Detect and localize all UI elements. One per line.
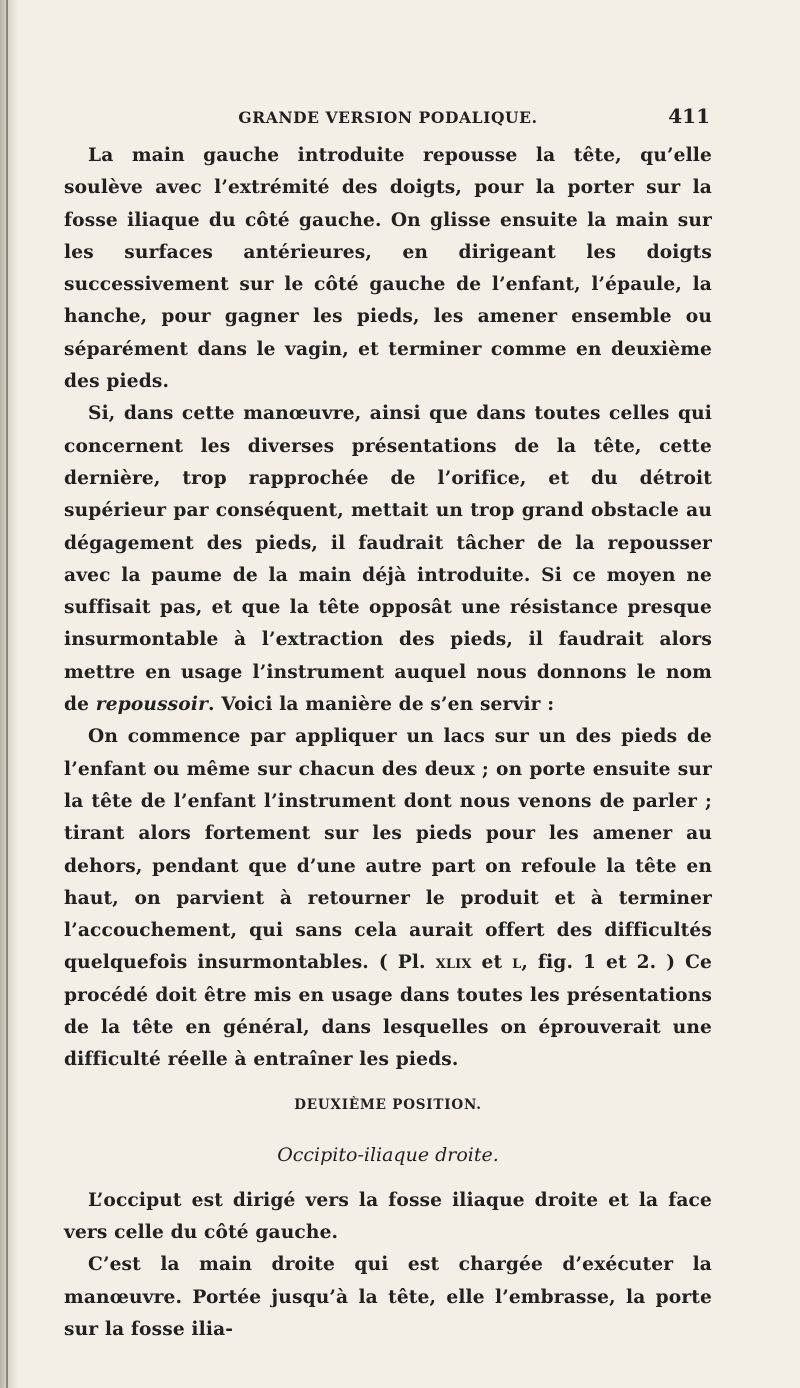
paragraph-3-text-a: On commence par appliquer un lacs sur un des pieds de l’enfant ou même sur chacun des deux ; on porte ensuite sur la tête de l’enfant l’instrument dont nous venons de parler ; tirant alors fortement sur les pieds pour les amener au dehors, pendant que d’une autre part on refoule la tête en haut, on parvient à retourner le produit et à terminer l’accouchement, qui sans cela aurait offert des difficultés quelquefois insurmontables. ( Pl.: [64, 726, 712, 974]
page-gutter-line: [6, 0, 8, 1388]
paragraph-2-text-a: Si, dans cette manœuvre, ainsi que dans toutes celles qui concernent les diverses présentations de la tête, cette dernière, trop rapprochée de l’orifice, et du détroit supérieur par conséquent, mettait un trop grand obstacle au dégagement des pieds, il faudrait tâcher de la repousser avec la paume de la main déjà introduite. Si ce moyen ne suffisait pas, et que la tête opposât une résistance presque insurmontable à l’extraction des pieds, il faudrait alors mettre en usage l’instrument auquel nous donnons le nom de: [64, 403, 712, 716]
paragraph-3: [64, 721, 712, 1076]
repoussoir-term: repoussoir: [95, 694, 209, 716]
plate-number-2: l: [512, 952, 522, 974]
page-number: 411: [668, 104, 710, 128]
paragraph-2: [64, 398, 712, 721]
body-text: [64, 140, 712, 1346]
book-page: [64, 100, 712, 1346]
paragraph-5: C’est la main droite qui est chargée d’exécuter la manœuvre. Portée jusqu’à la tête, elle l’embrasse, la porte sur la fosse ilia-: [64, 1254, 712, 1340]
paragraph-2-text-b: . Voici la manière de s’en servir :: [208, 694, 555, 716]
paragraph-3-text-c: , fig. 1 et 2. ) Ce procédé doit être mis en usage dans toutes les présentations de la tête en général, dans lesquelles on éprouverait une difficulté réelle à entraîner les pieds.: [64, 952, 712, 1071]
running-head-title: GRANDE VERSION PODALIQUE.: [238, 108, 538, 127]
paragraph-1: La main gauche introduite repousse la tête, qu’elle soulève avec l’extrémité des doigts, pour la porter sur la fosse iliaque du côté gauche. On glisse ensuite la main sur les surfaces antérieures, en dirigeant les doigts successivement sur le côté gauche de l’enfant, l’épaule, la hanche, pour gagner les pieds, les amener ensemble ou séparément dans le vagin, et terminer comme en deuxième des pieds.: [64, 145, 712, 393]
section-subheading: Occipito-iliaque droite.: [277, 1143, 499, 1166]
page-gutter-shadow: [0, 0, 18, 1388]
running-head: [64, 100, 712, 136]
plate-number-1: xlix: [435, 952, 472, 974]
paragraph-4: L’occiput est dirigé vers la fosse iliaque droite et la face vers celle du côté gauche.: [64, 1189, 712, 1243]
section-heading: DEUXIÈME POSITION.: [294, 1096, 482, 1113]
paragraph-3-text-b: et: [471, 952, 513, 974]
